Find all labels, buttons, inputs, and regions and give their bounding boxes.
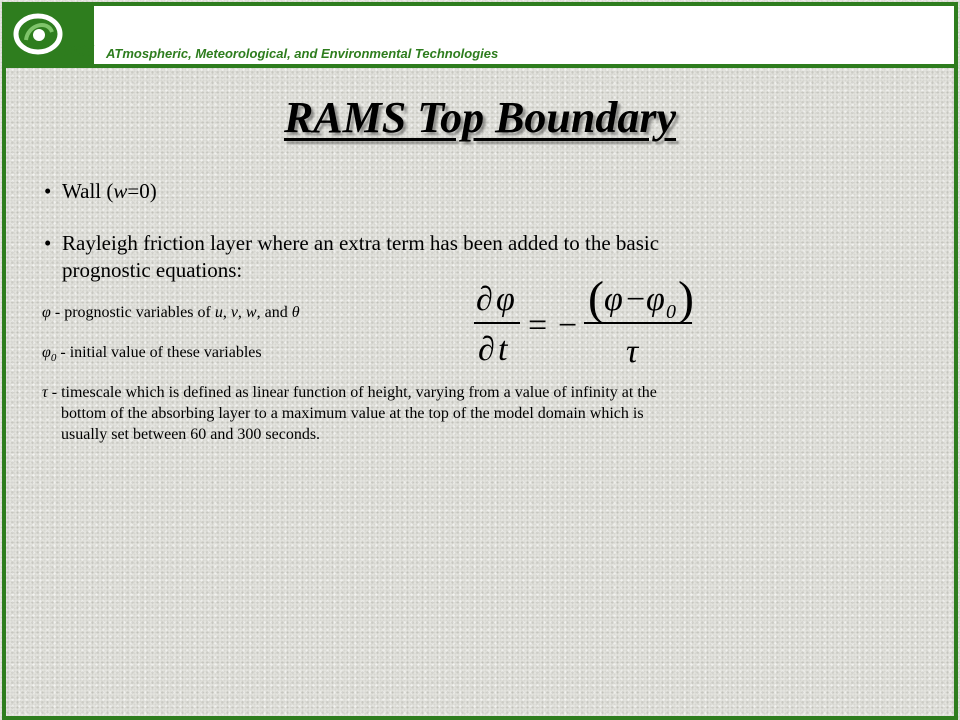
header-bar [2,2,954,68]
tau-line-3: usually set between 60 and 300 seconds. [61,426,321,443]
eq-phi-numerator: φ [604,281,623,318]
tau-definition [42,382,862,445]
phi-text: - prognostic variables of [50,304,215,321]
tagline: ATmospheric, Meteorological, and Environmental Technologies [106,46,499,61]
bullet-dot: • [44,179,52,203]
rayleigh-equation [470,268,710,378]
bullet-text-end: =0) [127,179,157,203]
eq-tau: τ [626,333,639,370]
bullet-text: Wall ( [62,179,114,203]
eq-partial-bottom: ∂ [478,331,495,368]
bullet-wall [44,178,157,205]
phi-subscript: 0 [50,352,57,365]
variable-v: v [230,304,238,321]
phi-symbol: φ [42,344,51,361]
phi0-definition [42,342,262,369]
variable-w: w [113,179,128,203]
eq-equals: = [528,307,548,344]
theta-symbol: θ [291,304,300,321]
phi0-text: - initial value of these variables [56,344,262,361]
phi-definition [42,302,300,323]
eq-rparen: ) [678,272,694,325]
phi-symbol: φ [42,304,51,321]
slide-title: RAMS Top Boundary [283,93,677,142]
eq-phi-top: φ [496,281,515,318]
tau-line-2: bottom of the absorbing layer to a maximum value at the top of the model domain which is [61,405,644,422]
tau-line-1: - timescale which is defined as linear function of height, varying from a value of infinity at the [47,384,657,401]
eq-minus: − [558,307,578,344]
comma-2: , [237,304,246,321]
bullet-dot: • [44,231,52,255]
eq-phi0: φ [646,281,665,318]
logo-text: met [58,39,94,61]
eq-lparen: ( [588,272,604,325]
logo-mark [6,6,116,62]
variable-w: w [245,304,257,321]
eq-minus-inner: − [626,281,646,318]
tau-symbol: τ [42,384,48,401]
comma-1: , [222,304,231,321]
and-text: , and [256,304,292,321]
eq-phi0-sub: 0 [666,301,676,323]
bullet-line-2: prognostic equations: [62,258,243,282]
bullet-line-1: Rayleigh friction layer where an extra term has been added to the basic [62,231,660,255]
variable-u: u [214,304,223,321]
eq-t: t [498,331,508,368]
eq-partial-top: ∂ [476,281,493,318]
